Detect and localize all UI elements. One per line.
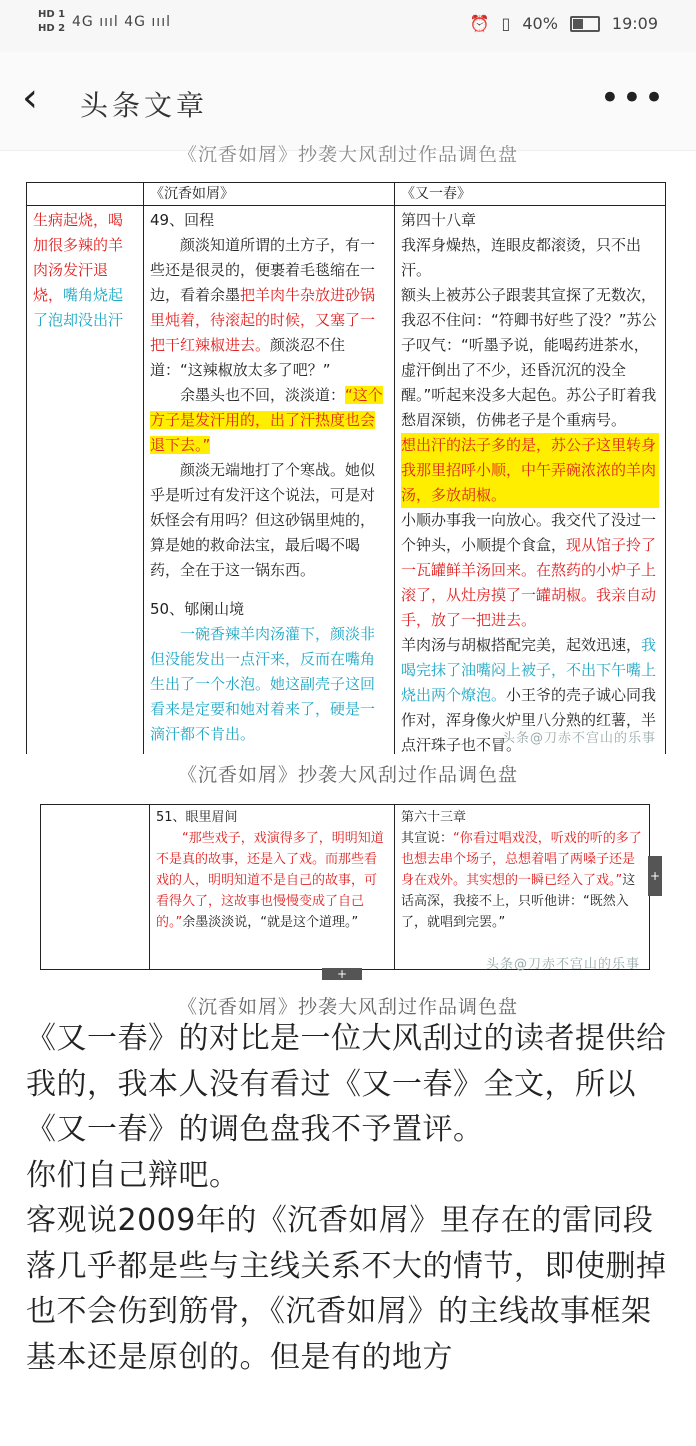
page-title: 头条文章: [80, 89, 209, 122]
clock: 19:09: [611, 14, 658, 33]
left-para-3: 颜淡无端地打了个寒战。她似乎是听过有发汗这个说法，可是对妖怪会有用吗？但这砂锅里炖的，算是她的救命法宝，最后喝不喝药，全在于这一锅东西。: [150, 461, 376, 579]
right-chapter-48: 第四十八章: [401, 211, 477, 229]
comparison-image-1[interactable]: [26, 182, 666, 754]
article-body: [26, 1016, 676, 1380]
table1-left-cell: [144, 206, 395, 755]
right-p4b: 现从馆子拎了一瓦罐鲜羊汤回来。在熬药的小炉子上滚了，从灶房摸了一罐胡椒。我亲自动手，放了一把进去。: [401, 536, 657, 629]
status-bar: [0, 0, 696, 52]
right-para-1: 我浑身燥热，连眼皮都滚烫，只不出汗。: [401, 236, 642, 279]
right-para-3: 想出汗的法子多的是，苏公子这里转身我那里招呼小顺，中午弄碗浓浓的羊肉汤，多放胡椒。: [401, 433, 659, 508]
plus-icon[interactable]: +: [322, 968, 362, 980]
left-chapter-49: 49、回程: [150, 211, 215, 229]
left-chapter-50: 50、郇阑山境: [150, 600, 245, 618]
t2-left-tail: 余墨淡淡说，“就是这个道理。”: [182, 915, 359, 930]
caption-top-text: 《沉香如屑》抄袭大风刮过作品调色盘: [177, 144, 518, 162]
watermark-1: 头条@刀赤不宫山的乐事: [501, 731, 656, 746]
article-paragraph-1: 《又一春》的对比是一位大风刮过的读者提供给我的，我本人没有看过《又一春》全文，所以《又一春》的调色盘我不予置评。: [26, 1021, 667, 1147]
watermark-2: 头条@刀赤不宫山的乐事: [485, 957, 640, 972]
right-p4a: 小顺办事我一向放心。我交代了没过一个钟头，小顺提个食盒，: [401, 511, 657, 554]
table2-left-cell: [150, 805, 395, 970]
right-para-4: [401, 508, 659, 633]
right-p5a: 羊肉汤与胡椒搭配完美，起效迅速，: [401, 636, 642, 654]
t2-right-c: 这话高深，我接不上，只听他讲：“既然入了，就唱到完罢。”: [401, 873, 636, 930]
vibrate-icon: ▯: [501, 14, 511, 33]
t2-left-red: “那些戏子，戏演得多了，明明知道不是真的故事，还是入了戏。而那些看戏的人，明明知道不是自己的故事，可看得久了，这故事也慢慢变成了自己的。”: [156, 831, 384, 930]
hd1-label: HD 1: [38, 9, 66, 20]
caption-top: [0, 140, 696, 162]
left-para-4: 一碗香辣羊肉汤灌下，颜淡非但没能发出一点汗来，反而在嘴角生出了一个水泡。她这副壳子这回看来是定要和她对着来了，硬是一滴汗都不肯出。: [150, 625, 376, 743]
article-paragraph-3: 客观说2009年的《沉香如屑》里存在的雷同段落几乎都是些与主线关系不大的情节，即使删掉也不会伤到筋骨，《沉香如屑》的主线故事框架基本还是原创的。但是有的地方: [26, 1203, 667, 1375]
hd2-label: HD 2: [38, 23, 66, 34]
right-p5b: 我喝完抹了油嘴闷上被子，不出下午嘴上烧出两个燎泡。: [401, 636, 657, 704]
summary-red: 生病起烧，喝加很多辣的羊肉汤发汗退烧，: [33, 211, 124, 304]
t2-left-para: [156, 828, 388, 933]
left-p1a: 颜淡知道所谓的土方子，有一些还是很灵的，便裹着毛毯缩在一边，看着余墨: [150, 236, 376, 304]
t2-right-b: “你看过唱戏没，听戏的听的多了也想去串个场子，总想着唱了两嗓子还是身在戏外。其实想的一瞬已经入了戏。”: [401, 831, 642, 888]
app-header: [0, 52, 696, 151]
left-p2b: “这个方子是发汗用的，出了汗热度也会退下去。”: [150, 386, 383, 454]
status-right: [470, 14, 658, 33]
summary-cyan: 嘴角烧起了泡却没出汗: [33, 286, 124, 329]
table2-summary-cell: [41, 805, 150, 970]
comparison-table-1: [26, 182, 666, 754]
left-p2a: 余墨头也不回，淡淡道：: [180, 386, 346, 404]
article-paragraph-2: 你们自己辩吧。: [26, 1157, 240, 1193]
table1-right-cell: [395, 206, 666, 755]
more-dots-icon[interactable]: •••: [599, 78, 666, 118]
left-p1c: 颜淡忍不住道：“这辣椒放太多了吧？”: [150, 336, 346, 379]
t2-right-para: [401, 828, 643, 933]
left-para-2: [150, 383, 388, 458]
sim-indicators: [38, 8, 65, 36]
table1-header-left: 《沉香如屑》: [144, 183, 395, 206]
table2-right-cell: [395, 805, 650, 970]
battery-icon: [570, 16, 600, 32]
left-para-1: [150, 233, 388, 383]
t2-right-a: 其宣说：: [401, 831, 454, 846]
right-para-2: 额头上被苏公子跟裴其宣探了无数次，我忍不住问：“符卿书好些了没？”苏公子叹气：“听墨予说，能喝药进茶水，虚汗倒出了不少，还昏沉沉的没全醒。”听起来没多大起色。苏公子盯着我愁眉深锁，仿佛老子是个重病号。: [401, 286, 657, 429]
left-p1b: 把羊肉牛杂放进砂锅里炖着，待滚起的时候，又塞了一把干红辣椒进去。: [150, 286, 376, 354]
alarm-icon: ⏰: [469, 14, 490, 33]
chevron-left-icon[interactable]: ‹: [22, 75, 38, 121]
plus-icon[interactable]: +: [648, 856, 662, 896]
t2-left-chapter: 51、眼里眉间: [156, 810, 238, 825]
right-p5c: 小王爷的壳子诚心同我作对，浑身像火炉里八分熟的红薯，半点汗珠子也不冒。: [401, 686, 657, 754]
table1-header-right: 《又一春》: [395, 183, 666, 206]
comparison-table-2: [40, 804, 650, 970]
caption-2: 《沉香如屑》抄袭大风刮过作品调色盘: [177, 996, 518, 1018]
signal-icon: 4G ıııl 4G ıııl: [72, 14, 171, 30]
comparison-image-2[interactable]: [40, 804, 650, 974]
table1-summary-cell: [27, 206, 144, 755]
t2-right-chapter: 第六十三章: [401, 810, 467, 825]
battery-percent: 40%: [522, 14, 558, 33]
caption-1: 《沉香如屑》抄袭大风刮过作品调色盘: [177, 764, 518, 786]
